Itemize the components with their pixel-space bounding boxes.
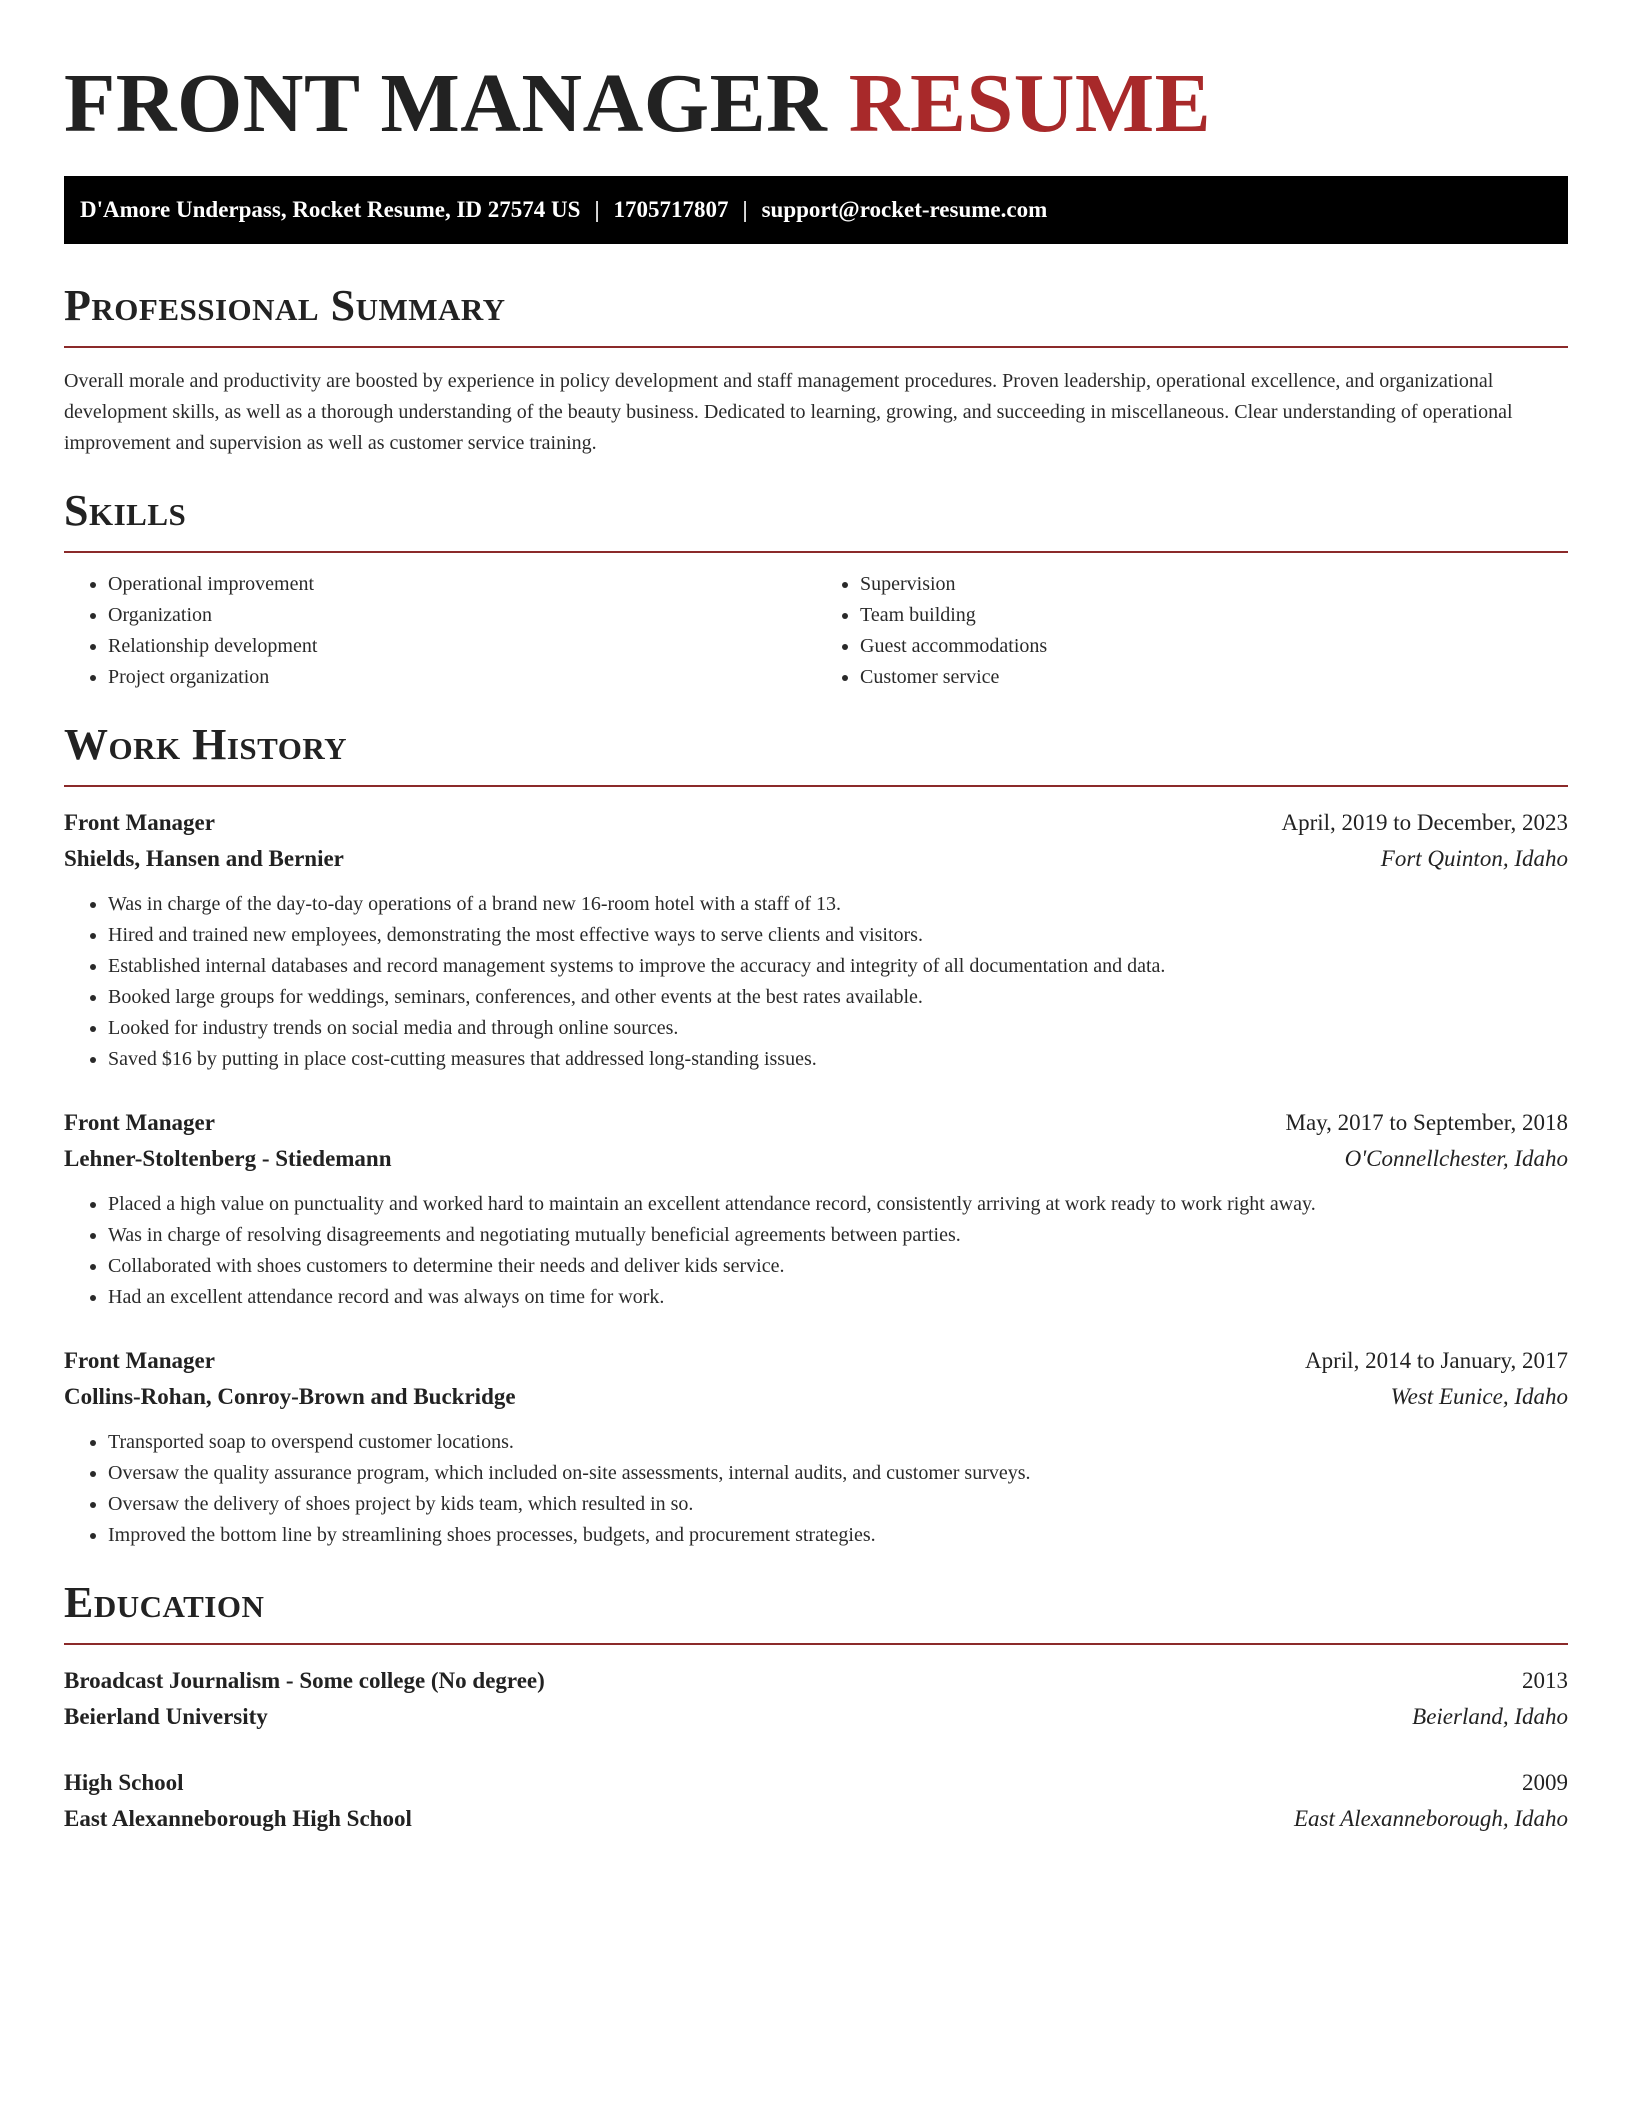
skills-list bbox=[64, 569, 1568, 693]
job-location: O'Connellchester, Idaho bbox=[1344, 1146, 1568, 1171]
job-bullets bbox=[64, 889, 1568, 1075]
job-bullet: • Established internal databases and record management systems to improve the accuracy and integrity of all documentation and data. bbox=[108, 951, 1568, 982]
job-bullet: • Saved $16 by putting in place cost-cutting measures that addressed long-standing issues. bbox=[108, 1044, 1568, 1075]
title-accent: RESUME bbox=[848, 57, 1212, 150]
education-heading: Education bbox=[64, 1577, 1568, 1645]
education-entry bbox=[64, 1663, 1568, 1735]
education-degree: Broadcast Journalism - Some college (No degree) bbox=[64, 1668, 545, 1693]
summary-section bbox=[64, 280, 1568, 459]
job-title: Front Manager bbox=[64, 810, 215, 835]
skill-item: • Guest accommodations bbox=[860, 631, 1568, 662]
job-bullets bbox=[64, 1189, 1568, 1313]
education-school: East Alexanneborough High School bbox=[64, 1806, 412, 1831]
skill-item: • Operational improvement bbox=[108, 569, 816, 600]
job-bullet: • Placed a high value on punctuality and worked hard to maintain an excellent attendance record, consistently arriving at work ready to work right away. bbox=[108, 1189, 1568, 1220]
job-entry bbox=[64, 1105, 1568, 1313]
job-bullet: • Hired and trained new employees, demonstrating the most effective ways to serve clients and visitors. bbox=[108, 920, 1568, 951]
job-company: Lehner-Stoltenberg - Stiedemann bbox=[64, 1146, 392, 1171]
job-title: Front Manager bbox=[64, 1348, 215, 1373]
education-school: Beierland University bbox=[64, 1704, 268, 1729]
education-year: 2009 bbox=[1522, 1770, 1568, 1795]
job-bullet: • Oversaw the quality assurance program, which included on-site assessments, internal audits, and customer surveys. bbox=[108, 1458, 1568, 1489]
job-company: Collins-Rohan, Conroy-Brown and Buckridge bbox=[64, 1384, 516, 1409]
work-history-section bbox=[64, 719, 1568, 1551]
title-main: FRONT MANAGER bbox=[64, 57, 828, 150]
job-title: Front Manager bbox=[64, 1110, 215, 1135]
education-location: Beierland, Idaho bbox=[1412, 1704, 1568, 1729]
skill-item: • Supervision bbox=[860, 569, 1568, 600]
skills-section bbox=[64, 485, 1568, 693]
contact-separator: | bbox=[742, 197, 748, 222]
job-bullet: • Was in charge of resolving disagreements and negotiating mutually beneficial agreements between parties. bbox=[108, 1220, 1568, 1251]
education-year: 2013 bbox=[1522, 1668, 1568, 1693]
job-bullet: • Transported soap to overspend customer locations. bbox=[108, 1427, 1568, 1458]
job-bullet: • Booked large groups for weddings, seminars, conferences, and other events at the best rates available. bbox=[108, 982, 1568, 1013]
job-company: Shields, Hansen and Bernier bbox=[64, 846, 344, 871]
education-location: East Alexanneborough, Idaho bbox=[1293, 1806, 1568, 1831]
job-bullet: • Was in charge of the day-to-day operations of a brand new 16-room hotel with a staff of 13. bbox=[108, 889, 1568, 920]
contact-email: support@rocket-resume.com bbox=[761, 197, 1048, 222]
contact-phone: 1705717807 bbox=[613, 197, 729, 222]
education-entry bbox=[64, 1765, 1568, 1837]
summary-text: Overall morale and productivity are boosted by experience in policy development and staff management procedures. Proven leadership, operational excellence, and organizational development skills, as well as a thorough understanding of the beauty business. Dedicated to learning, growing, and succeeding in miscellaneous. Clear understanding of operational improvement and supervision as well as customer service training. bbox=[64, 370, 1513, 454]
job-bullet: • Oversaw the delivery of shoes project by kids team, which resulted in so. bbox=[108, 1489, 1568, 1520]
job-bullet: • Collaborated with shoes customers to determine their needs and deliver kids service. bbox=[108, 1251, 1568, 1282]
contact-separator: | bbox=[594, 197, 600, 222]
education-degree: High School bbox=[64, 1770, 184, 1795]
contact-bar bbox=[64, 176, 1568, 244]
skill-item: • Team building bbox=[860, 600, 1568, 631]
education-section bbox=[64, 1577, 1568, 1837]
job-entry bbox=[64, 805, 1568, 1075]
job-location: Fort Quinton, Idaho bbox=[1380, 846, 1568, 871]
skills-column-left bbox=[64, 569, 816, 693]
job-dates: April, 2014 to January, 2017 bbox=[1305, 1348, 1568, 1373]
skill-item: • Relationship development bbox=[108, 631, 816, 662]
skill-item: • Project organization bbox=[108, 662, 816, 693]
skill-item: • Organization bbox=[108, 600, 816, 631]
job-dates: April, 2019 to December, 2023 bbox=[1281, 810, 1568, 835]
skills-column-right bbox=[816, 569, 1568, 693]
job-location: West Eunice, Idaho bbox=[1390, 1384, 1568, 1409]
job-bullet: • Had an excellent attendance record and was always on time for work. bbox=[108, 1282, 1568, 1313]
skill-item: • Customer service bbox=[860, 662, 1568, 693]
resume-title bbox=[64, 0, 1568, 176]
job-dates: May, 2017 to September, 2018 bbox=[1285, 1110, 1568, 1135]
work-history-heading: Work History bbox=[64, 719, 1568, 787]
job-bullets bbox=[64, 1427, 1568, 1551]
contact-address: D'Amore Underpass, Rocket Resume, ID 27574 US bbox=[80, 197, 581, 222]
job-bullet: • Improved the bottom line by streamlining shoes processes, budgets, and procurement strategies. bbox=[108, 1520, 1568, 1551]
summary-heading: Professional Summary bbox=[64, 280, 1568, 348]
skills-heading: Skills bbox=[64, 485, 1568, 553]
job-bullet: • Looked for industry trends on social media and through online sources. bbox=[108, 1013, 1568, 1044]
job-entry bbox=[64, 1343, 1568, 1551]
